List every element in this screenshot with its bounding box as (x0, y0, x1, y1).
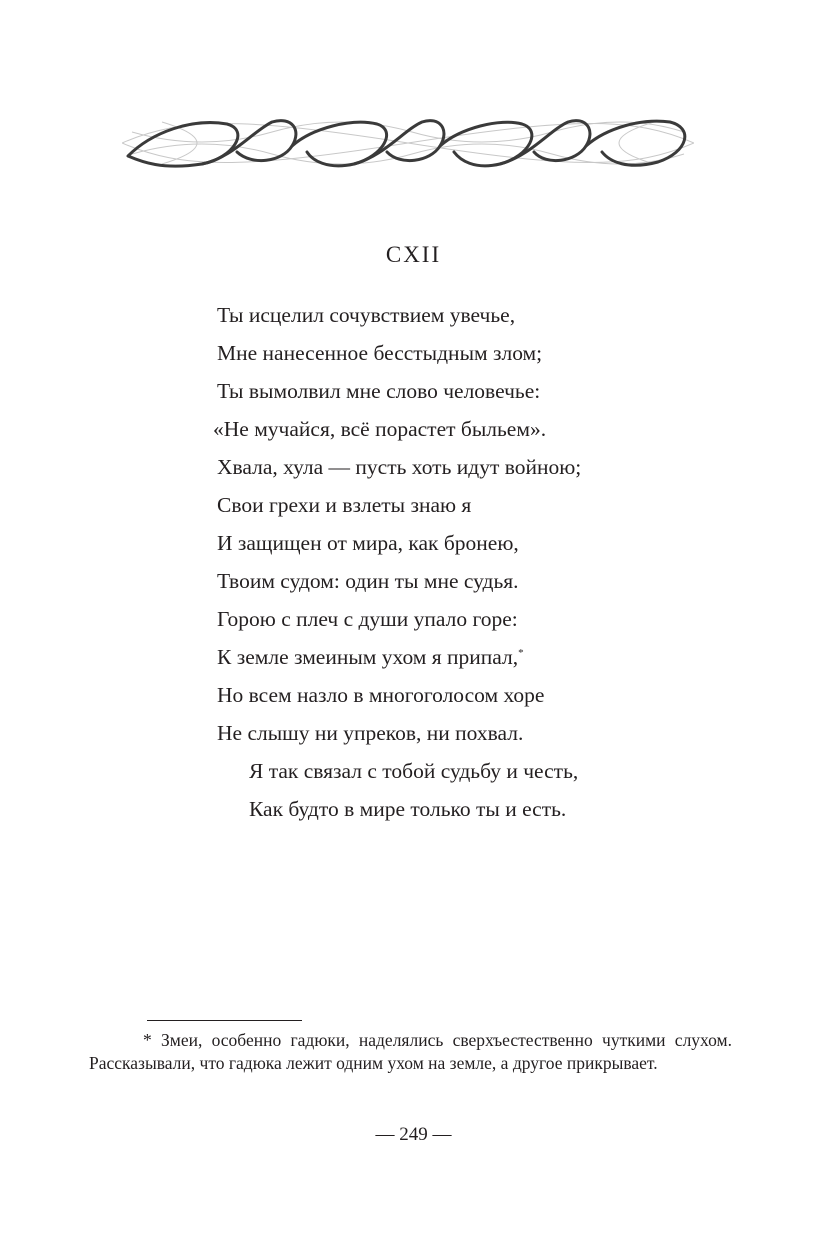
poem-line: Твоим судом: один ты мне судья. (217, 569, 519, 593)
poem-line-text: К земле змеиным ухом я припал, (217, 645, 519, 669)
poem-line: Горою с плеч с души упало горе: (217, 607, 518, 631)
footnote-marker: * (143, 1030, 152, 1050)
footnote-text: Змеи, особенно гадюки, наделялись сверхъестественно чуткими слухом. Рассказывали, что гадюка лежит одним ухом на земле, а другое прикрывает. (89, 1030, 732, 1073)
poem-line: Я так связал с тобой судьбу и честь, (249, 759, 579, 783)
poem-line: Свои грехи и взлеты знаю я (217, 493, 472, 517)
footnote-reference[interactable]: * (518, 646, 524, 659)
footnote (89, 1029, 732, 1075)
ornament-divider-icon (122, 112, 694, 174)
poem-title: CXII (385, 242, 442, 267)
page-number: — 249 — (375, 1124, 452, 1145)
poem-line: Как будто в мире только ты и есть. (249, 797, 567, 821)
poem-line: Хвала, хула — пусть хоть идут войною; (217, 455, 582, 479)
poem-line: «Не мучайся, всё порастет быльем». (213, 417, 547, 441)
poem-line-with-footnote (217, 638, 677, 676)
poem-line: Не слышу ни упреков, ни похвал. (217, 721, 524, 745)
poem-line: Ты вымолвил мне слово человечье: (217, 379, 541, 403)
poem-line: Мне нанесенное бесстыдным злом; (217, 341, 543, 365)
poem-line: И защищен от мира, как бронею, (217, 531, 519, 555)
poem-line: Ты исцелил сочувствием увечье, (217, 303, 516, 327)
footnote-divider (147, 1020, 302, 1021)
poem-body (213, 296, 677, 828)
poem-line: Но всем назло в многоголосом хоре (217, 683, 545, 707)
